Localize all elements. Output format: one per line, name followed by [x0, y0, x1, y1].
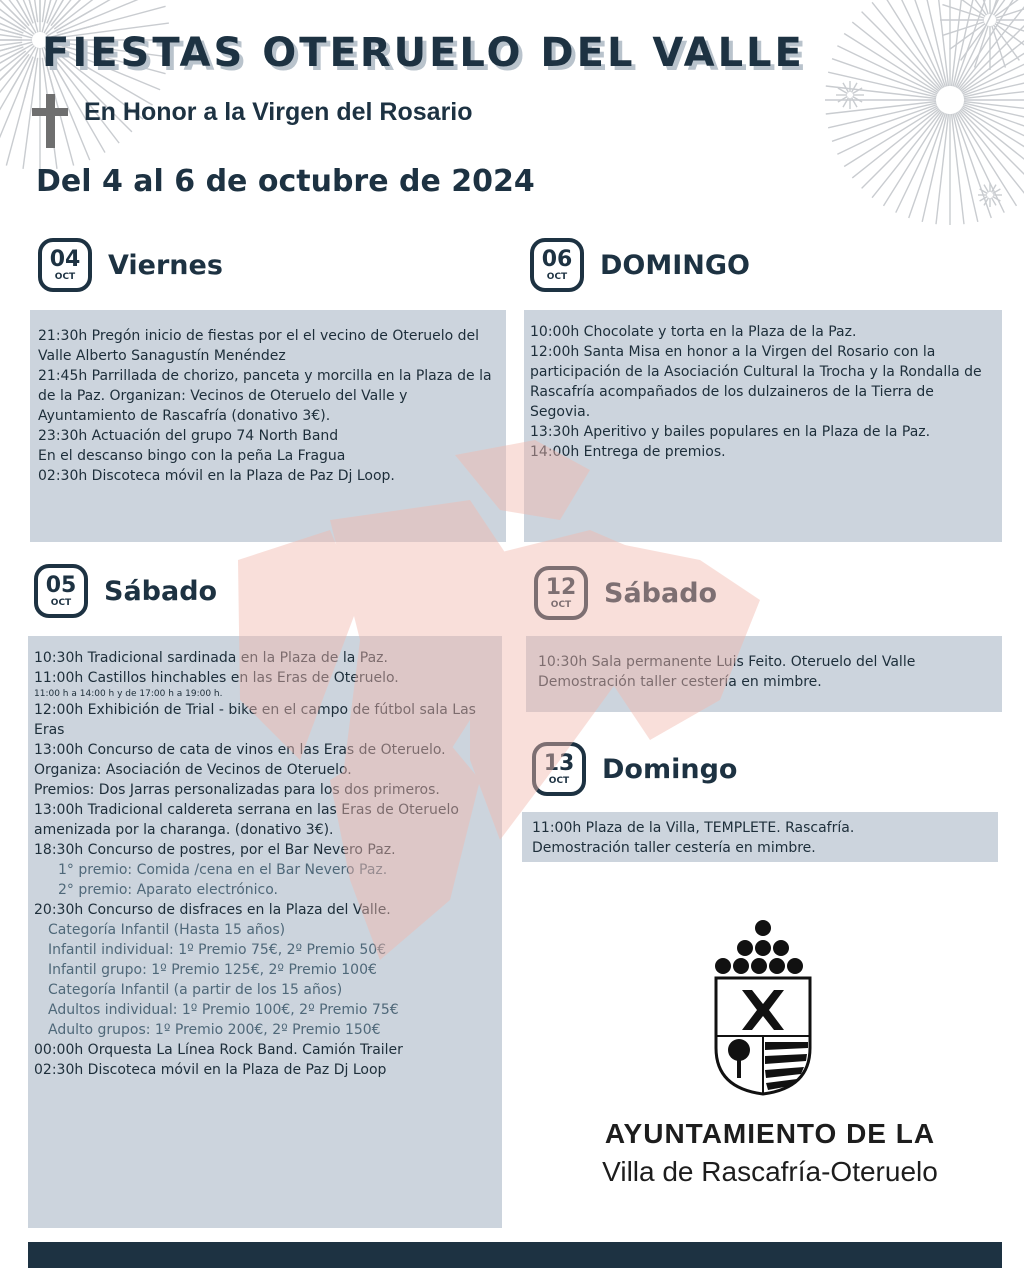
list-item: Infantil grupo: 1º Premio 125€, 2º Premio 100€: [48, 962, 377, 978]
list-item: 02:30h Discoteca móvil en la Plaza de Paz Dj Loop.: [38, 468, 395, 484]
list-item: 1° premio: Comida /cena en el Bar Nevero Paz.: [58, 862, 388, 878]
town-hall-label: [560, 1118, 980, 1188]
day-name: DOMINGO: [600, 249, 750, 281]
list-item: Organiza: Asociación de Vecinos de Oteruelo.: [34, 762, 352, 778]
page-subtitle: En Honor a la Virgen del Rosario: [84, 98, 473, 126]
day-name: Viernes: [108, 249, 223, 281]
list-item: 13:30h Aperitivo y bailes populares en la Plaza de la Paz.: [530, 424, 931, 440]
list-item: 11:00h Plaza de la Villa, TEMPLETE. Rascafría.: [532, 820, 855, 836]
day-name: Sábado: [104, 575, 218, 607]
list-item: 10:00h Chocolate y torta en la Plaza de la Paz.: [530, 324, 857, 340]
list-item: 13:00h Concurso de cata de vinos en las Eras de Oteruelo.: [34, 742, 446, 758]
day-header-domingo-6: [530, 238, 750, 292]
event-dates: Del 4 al 6 de octubre de 2024: [36, 164, 535, 199]
page-title: FIESTAS OTERUELO DEL VALLE: [42, 30, 805, 76]
list-item: 10:30h Tradicional sardinada en la Plaza de la Paz.: [34, 650, 388, 666]
list-item: 20:30h Concurso de disfraces en la Plaza del Valle.: [34, 902, 391, 918]
list-item: 02:30h Discoteca móvil en la Plaza de Paz Dj Loop: [34, 1062, 387, 1078]
list-item: 18:30h Concurso de postres, por el Bar Nevero Paz.: [34, 842, 396, 858]
date-badge: 12 OCT: [534, 566, 588, 620]
day-header-viernes: [38, 238, 223, 292]
coat-of-arms-icon: [708, 918, 818, 1098]
town-hall-line-2: Villa de Rascafría-Oteruelo: [602, 1156, 938, 1187]
day-name: Sábado: [604, 577, 718, 609]
date-badge: 04 OCT: [38, 238, 92, 292]
list-item: En el descanso bingo con la peña La Fragua: [38, 448, 346, 464]
day-header-sabado-12: [534, 566, 717, 620]
list-item: Categoría Infantil (Hasta 15 años): [48, 922, 286, 938]
list-item: 00:00h Orquesta La Línea Rock Band. Camión Trailer: [34, 1042, 403, 1058]
list-item: 21:45h Parrillada de chorizo, panceta y morcilla en la Plaza de la de la Paz. Organizan: Vecinos de Oteruelo del Valle y Ayuntamiento de Rascafría (donativo 3€).: [38, 368, 492, 424]
list-item: Adultos individual: 1º Premio 100€, 2º Premio 75€: [48, 1002, 399, 1018]
schedule-panel-domingo-6: [524, 310, 1002, 542]
date-badge: 13 OCT: [532, 742, 586, 796]
town-hall-line-1: AYUNTAMIENTO DE LA: [604, 1118, 936, 1149]
list-item: 14:00h Entrega de premios.: [530, 444, 726, 460]
list-item: 11:00h Castillos hinchables en las Eras de Oteruelo.: [34, 670, 399, 686]
list-item: 23:30h Actuación del grupo 74 North Band: [38, 428, 339, 444]
footer-bar: [28, 1242, 1002, 1268]
list-item: Adulto grupos: 1º Premio 200€, 2º Premio 150€: [48, 1022, 381, 1038]
list-item: 12:00h Exhibición de Trial - bike en el campo de fútbol sala Las Eras: [34, 702, 476, 738]
list-item: Premios: Dos Jarras personalizadas para los dos primeros.: [34, 782, 440, 798]
list-item: 12:00h Santa Misa en honor a la Virgen del Rosario con la participación de la Asociación Cultural la Trocha y la Rondalla de Rascafría acompañados de los dulzaineros de la Tierra de Segovia.: [530, 344, 982, 420]
date-badge: 06 OCT: [530, 238, 584, 292]
list-item: 2° premio: Aparato electrónico.: [58, 882, 278, 898]
schedule-panel-domingo-13: [522, 812, 998, 862]
list-item: 21:30h Pregón inicio de fiestas por el el vecino de Oteruelo del Valle Alberto Sanagustín Menéndez: [38, 328, 479, 364]
cross-icon: [32, 94, 68, 148]
list-item: 11:00 h a 14:00 h y de 17:00 h a 19:00 h.: [34, 689, 223, 699]
list-item: Categoría Infantil (a partir de los 15 años): [48, 982, 343, 998]
list-item: 13:00h Tradicional caldereta serrana en las Eras de Oteruelo amenizada por la charanga. (donativo 3€).: [34, 802, 459, 838]
day-header-domingo-13: [532, 742, 737, 796]
schedule-panel-sabado-12: [526, 636, 1002, 712]
date-badge: 05 OCT: [34, 564, 88, 618]
list-item: Demostración taller cestería en mimbre.: [538, 674, 822, 690]
day-header-sabado-5: [34, 564, 217, 618]
schedule-panel-viernes: [30, 310, 506, 542]
schedule-panel-sabado-5: [28, 636, 502, 1228]
day-name: Domingo: [602, 753, 738, 785]
list-item: Infantil individual: 1º Premio 75€, 2º Premio 50€: [48, 942, 387, 958]
list-item: Demostración taller cestería en mimbre.: [532, 840, 816, 856]
list-item: 10:30h Sala permanente Luis Feito. Oteruelo del Valle: [538, 654, 916, 670]
